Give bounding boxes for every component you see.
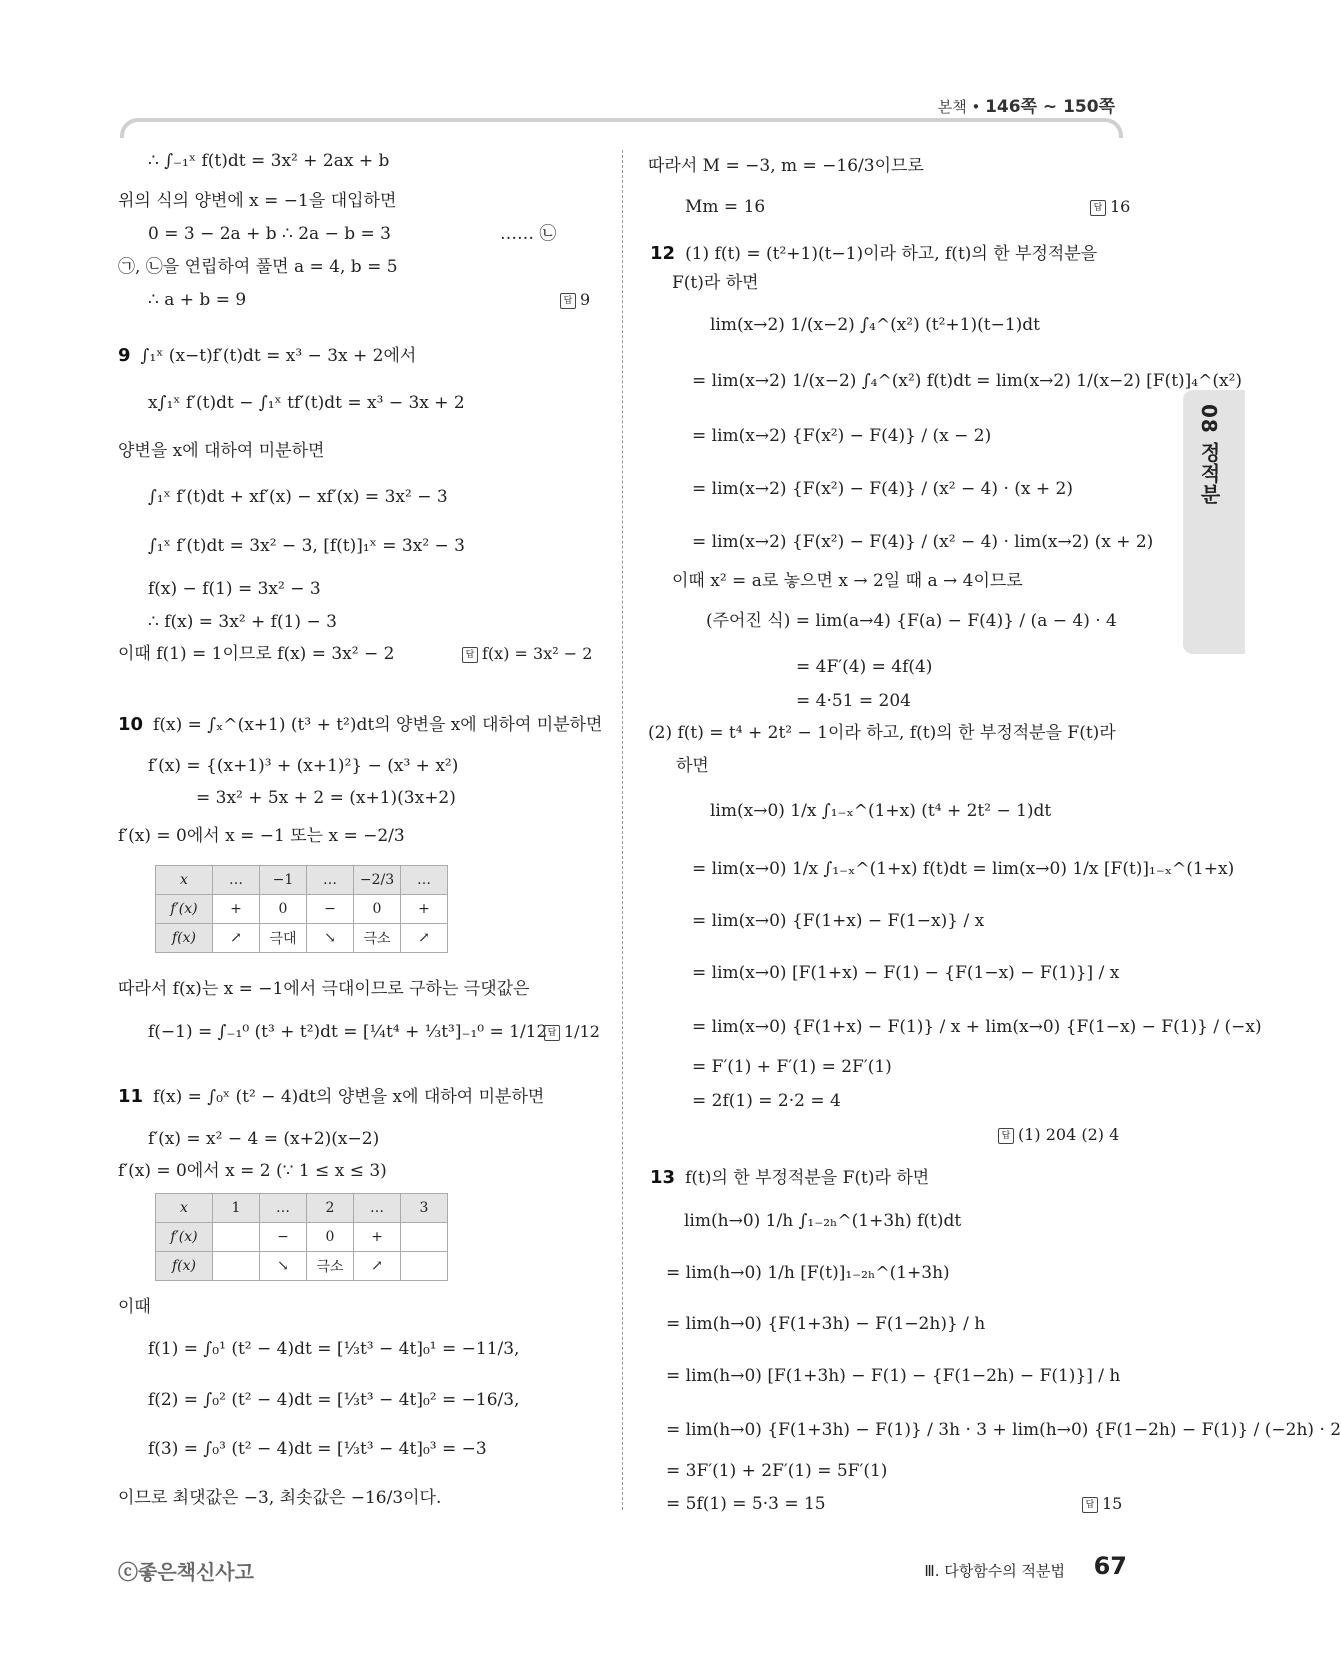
answer-11	[1090, 197, 1130, 216]
problem-12-line-13: 하면	[676, 756, 709, 776]
table-cell: f(x)	[156, 924, 213, 953]
problem-9-line-1	[118, 345, 416, 367]
problem-12-line-14: lim(x→0) 1/x ∫₁₋ₓ^(1+x) (t⁴ + 2t² − 1)dt	[710, 801, 1052, 821]
problem-12-line-12: (2) f(t) = t⁴ + 2t² − 1이라 하고, f(t)의 한 부정적분을 F(t)라	[648, 723, 1116, 743]
answer-12-value: (1) 204 (2) 4	[1018, 1125, 1120, 1144]
problem-9-text-1: ∫₁ˣ (x−t)f′(t)dt = x³ − 3x + 2에서	[140, 346, 417, 366]
problem-12-line-16: = lim(x→0) {F(1+x) − F(1−x)} / x	[692, 911, 985, 931]
answer-8-value: 9	[580, 290, 591, 309]
problem-12-line-11: = 4·51 = 204	[796, 691, 911, 711]
table-cell: ↘	[260, 1252, 307, 1281]
problem-9-line-5: ∫₁ˣ f′(t)dt = 3x² − 3, [f(t)]₁ˣ = 3x² − 3	[148, 536, 465, 556]
problem-9-line-8: 이때 f(1) = 1이므로 f(x) = 3x² − 2	[118, 644, 395, 664]
table-cell: 2	[307, 1194, 354, 1223]
problem-13-text-1: f(t)의 한 부정적분을 F(t)라 하면	[685, 1168, 930, 1188]
problem-10-line-5: 따라서 f(x)는 x = −1에서 극대이므로 구하는 극댓값은	[118, 979, 530, 999]
answer-12	[998, 1125, 1119, 1144]
problem-12-line-3: lim(x→2) 1/(x−2) ∫₄^(x²) (t²+1)(t−1)dt	[710, 315, 1040, 335]
problem-13-line-4: = lim(h→0) {F(1+3h) − F(1−2h)} / h	[666, 1314, 986, 1334]
problem-10-line-3: = 3x² + 5x + 2 = (x+1)(3x+2)	[196, 788, 456, 808]
problem-9-line-7: ∴ f(x) = 3x² + f(1) − 3	[148, 612, 337, 632]
problem-13-line-5: = lim(h→0) [F(1+3h) − F(1) − {F(1−2h) − F(1)}] / h	[666, 1366, 1121, 1386]
table-cell	[213, 1223, 260, 1252]
problem-13-line-2: lim(h→0) 1/h ∫₁₋₂ₕ^(1+3h) f(t)dt	[684, 1211, 962, 1231]
table-row	[156, 1194, 448, 1223]
answer-9-value: f(x) = 3x² − 2	[482, 644, 593, 663]
problem-10-line-6: f(−1) = ∫₋₁⁰ (t³ + t²)dt = [¼t⁴ + ⅓t³]₋₁⁰ = 1/12	[148, 1022, 548, 1042]
table-row	[156, 866, 448, 895]
problem-12-text-1: (1) f(t) = (t²+1)(t−1)이라 하고, f(t)의 한 부정적분을	[685, 244, 1098, 264]
table-cell: 1	[213, 1194, 260, 1223]
answer-mark-icon: 답	[560, 293, 576, 309]
problem-10-line-4: f′(x) = 0에서 x = −1 또는 x = −2/3	[118, 826, 405, 846]
problem-10-line-1	[118, 714, 602, 736]
problem-12-line-8: 이때 x² = a로 놓으면 x → 2일 때 a → 4이므로	[672, 571, 1023, 591]
problem-12-line-6: = lim(x→2) {F(x²) − F(4)} / (x² − 4) · (x + 2)	[692, 479, 1073, 499]
answer-10	[544, 1022, 600, 1041]
table-row	[156, 895, 448, 924]
sign-table-11	[155, 1193, 448, 1281]
table-cell	[401, 1223, 448, 1252]
table-cell: f(x)	[156, 1252, 213, 1281]
equation-tag-2: …… ㉡	[500, 224, 557, 244]
header-book: 본책	[937, 98, 967, 116]
table-cell: …	[307, 866, 354, 895]
left-line-2: 위의 식의 양변에 x = −1을 대입하면	[118, 191, 397, 211]
right-line-2: Mm = 16	[685, 197, 766, 217]
problem-12-line-10: = 4F′(4) = 4f(4)	[796, 657, 933, 677]
left-line-3: 0 = 3 − 2a + b ∴ 2a − b = 3	[148, 224, 391, 244]
answer-mark-icon: 답	[544, 1025, 560, 1041]
problem-12-line-20: = 2f(1) = 2·2 = 4	[692, 1091, 841, 1111]
answer-mark-icon: 답	[1082, 1497, 1098, 1513]
answer-mark-icon: 답	[998, 1128, 1014, 1144]
table-cell: 극소	[354, 924, 401, 953]
table-cell: −1	[260, 866, 307, 895]
table-cell: 3	[401, 1194, 448, 1223]
problem-11-text-1: f(x) = ∫₀ˣ (t² − 4)dt의 양변을 x에 대하여 미분하면	[153, 1087, 545, 1107]
problem-number-11: 11	[118, 1086, 144, 1107]
table-cell: 극대	[260, 924, 307, 953]
problem-12-line-15: = lim(x→0) 1/x ∫₁₋ₓ^(1+x) f(t)dt = lim(x→0) 1/x [F(t)]₁₋ₓ^(1+x)	[692, 859, 1235, 879]
table-cell: …	[354, 1194, 401, 1223]
problem-11-line-2: f′(x) = x² − 4 = (x+2)(x−2)	[148, 1129, 380, 1149]
table-cell: +	[213, 895, 260, 924]
right-line-1: 따라서 M = −3, m = −16/3이므로	[648, 156, 924, 176]
problem-number-9: 9	[118, 345, 131, 366]
problem-9-line-4: ∫₁ˣ f′(t)dt + xf′(x) − xf′(x) = 3x² − 3	[148, 487, 448, 507]
table-cell: …	[260, 1194, 307, 1223]
left-line-5: ∴ a + b = 9	[148, 290, 247, 310]
problem-11-line-6: f(2) = ∫₀² (t² − 4)dt = [⅓t³ − 4t]₀² = −16/3,	[148, 1390, 520, 1410]
problem-11-line-7: f(3) = ∫₀³ (t² − 4)dt = [⅓t³ − 4t]₀³ = −3	[148, 1439, 487, 1459]
problem-10-line-2: f′(x) = {(x+1)³ + (x+1)²} − (x³ + x²)	[148, 756, 459, 776]
problem-13-line-7: = 3F′(1) + 2F′(1) = 5F′(1)	[666, 1461, 888, 1481]
problem-number-10: 10	[118, 714, 144, 735]
problem-12-line-5: = lim(x→2) {F(x²) − F(4)} / (x − 2)	[692, 426, 992, 446]
problem-9-line-2: x∫₁ˣ f′(t)dt − ∫₁ˣ tf′(t)dt = x³ − 3x + 2	[148, 393, 465, 413]
answer-8	[560, 290, 590, 309]
column-divider	[622, 150, 623, 1510]
page-number: 67	[1093, 1552, 1127, 1580]
table-cell: −	[260, 1223, 307, 1252]
publisher-logo: ⓒ좋은책신사고	[118, 1560, 254, 1584]
problem-12-line-17: = lim(x→0) [F(1+x) − F(1) − {F(1−x) − F(1)}] / x	[692, 963, 1120, 983]
left-line-4: ㉠, ㉡을 연립하여 풀면 a = 4, b = 5	[118, 257, 398, 277]
answer-13	[1082, 1494, 1122, 1513]
problem-12-line-9: (주어진 식) = lim(a→4) {F(a) − F(4)} / (a − 4) · 4	[706, 611, 1117, 631]
chapter-side-tab-label: 08 정적분	[1197, 404, 1221, 505]
problem-10-text-1: f(x) = ∫ₓ^(x+1) (t³ + t²)dt의 양변을 x에 대하여 미분하면	[153, 715, 603, 735]
problem-12-line-2: F(t)라 하면	[672, 273, 759, 293]
chapter-side-tab	[1183, 390, 1245, 654]
table-cell: x	[156, 1194, 213, 1223]
table-cell	[401, 1252, 448, 1281]
problem-12-line-4: = lim(x→2) 1/(x−2) ∫₄^(x²) f(t)dt = lim(x→2) 1/(x−2) [F(t)]₄^(x²)	[692, 371, 1243, 391]
answer-9	[462, 644, 592, 663]
answer-13-value: 15	[1102, 1494, 1123, 1513]
page-header: 본책 • 146쪽 ~ 150쪽	[937, 97, 1115, 117]
table-cell: x	[156, 866, 213, 895]
left-line-1: ∴ ∫₋₁ˣ f(t)dt = 3x² + 2ax + b	[148, 151, 390, 171]
table-cell: +	[354, 1223, 401, 1252]
answer-10-value: 1/12	[564, 1022, 600, 1041]
problem-11-line-1	[118, 1086, 544, 1108]
problem-13-line-6: = lim(h→0) {F(1+3h) − F(1)} / 3h · 3 + lim(h→0) {F(1−2h) − F(1)} / (−2h) · 2	[666, 1420, 1341, 1440]
table-cell: ↗	[354, 1252, 401, 1281]
problem-12-line-19: = F′(1) + F′(1) = 2F′(1)	[692, 1057, 892, 1077]
problem-12-line-18: = lim(x→0) {F(1+x) − F(1)} / x + lim(x→0) {F(1−x) − F(1)} / (−x)	[692, 1017, 1262, 1037]
table-cell: f′(x)	[156, 895, 213, 924]
table-cell: ↗	[401, 924, 448, 953]
problem-9-line-6: f(x) − f(1) = 3x² − 3	[148, 579, 321, 599]
header-pages: 146쪽 ~ 150쪽	[985, 97, 1115, 117]
problem-11-line-8: 이므로 최댓값은 −3, 최솟값은 −16/3이다.	[118, 1488, 442, 1508]
table-cell: 0	[354, 895, 401, 924]
problem-12-line-1	[650, 243, 1097, 265]
problem-12-line-7: = lim(x→2) {F(x²) − F(4)} / (x² − 4) · lim(x→2) (x + 2)	[692, 532, 1154, 552]
problem-11-line-5: f(1) = ∫₀¹ (t² − 4)dt = [⅓t³ − 4t]₀¹ = −11/3,	[148, 1339, 520, 1359]
problem-11-line-4: 이때	[118, 1297, 151, 1317]
answer-mark-icon: 답	[1090, 200, 1106, 216]
problem-9-line-3: 양변을 x에 대하여 미분하면	[118, 441, 325, 461]
problem-number-13: 13	[650, 1167, 676, 1188]
table-cell: f′(x)	[156, 1223, 213, 1252]
table-cell: −	[307, 895, 354, 924]
table-row	[156, 1223, 448, 1252]
table-row	[156, 1252, 448, 1281]
table-cell: 극소	[307, 1252, 354, 1281]
answer-11-value: 16	[1110, 197, 1131, 216]
table-cell: +	[401, 895, 448, 924]
table-cell: ↘	[307, 924, 354, 953]
top-frame-line	[120, 118, 1123, 138]
footer-chapter: Ⅲ. 다항함수의 적분법	[924, 1562, 1065, 1580]
table-cell: …	[213, 866, 260, 895]
problem-number-12: 12	[650, 243, 676, 264]
table-cell: 0	[260, 895, 307, 924]
table-cell	[213, 1252, 260, 1281]
problem-13-line-3: = lim(h→0) 1/h [F(t)]₁₋₂ₕ^(1+3h)	[666, 1263, 950, 1283]
table-row	[156, 924, 448, 953]
table-cell: −2/3	[354, 866, 401, 895]
sign-table-10	[155, 865, 448, 953]
problem-13-line-8: = 5f(1) = 5·3 = 15	[666, 1494, 826, 1514]
table-cell: …	[401, 866, 448, 895]
answer-mark-icon: 답	[462, 647, 478, 663]
table-cell: ↗	[213, 924, 260, 953]
problem-13-line-1	[650, 1167, 929, 1189]
table-cell: 0	[307, 1223, 354, 1252]
problem-11-line-3: f′(x) = 0에서 x = 2 (∵ 1 ≤ x ≤ 3)	[118, 1161, 387, 1181]
